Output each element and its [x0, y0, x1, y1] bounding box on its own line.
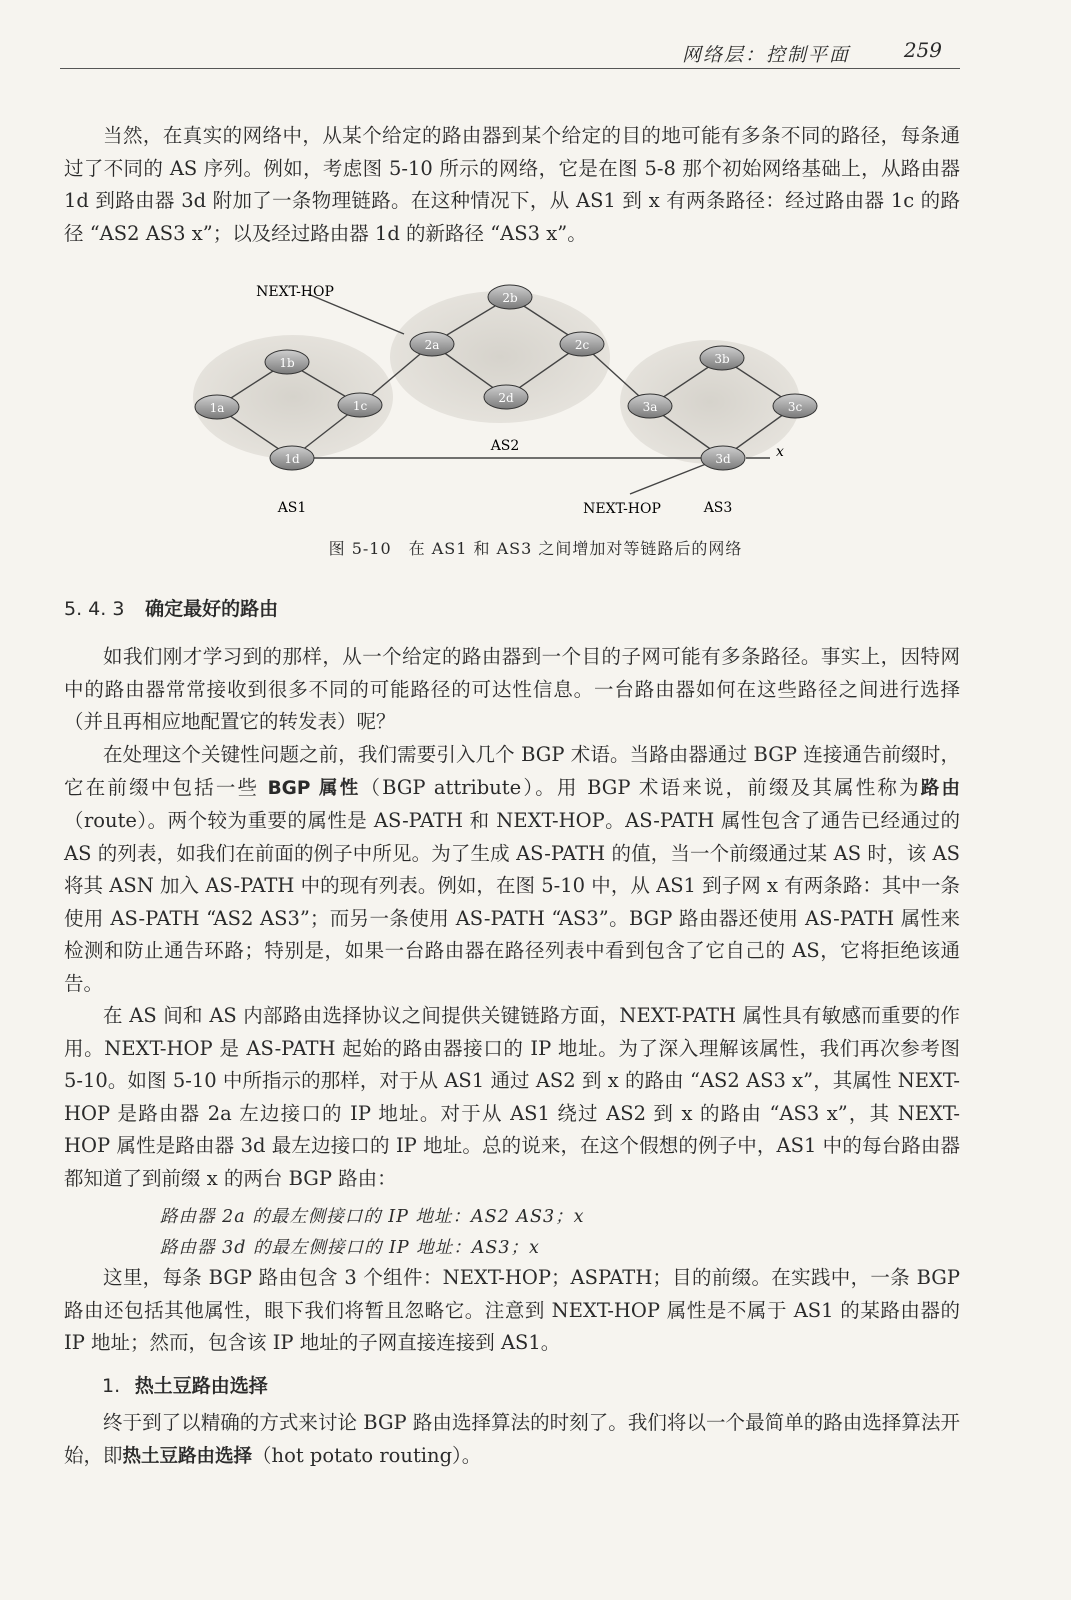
router-3b	[700, 346, 744, 370]
paragraph-hot-potato	[64, 1407, 960, 1473]
text-run: （hot potato routing）。	[252, 1443, 482, 1467]
section-title: 确定最好的路由	[145, 598, 279, 620]
svg-text:3c: 3c	[787, 400, 803, 414]
route-line: 路由器 3d 的最左侧接口的 IP 地址：AS3；x	[160, 1238, 540, 1258]
route-line: 路由器 2a 的最左侧接口的 IP 地址：AS2 AS3；x	[160, 1207, 585, 1227]
router-2b	[488, 285, 532, 309]
text-run: （route）。两个较为重要的属性是 AS-PATH 和 NEXT-HOP。AS-PATH 属性包含了通告已经通过的 AS 的列表，如我们在前面的例子中所见。为了生成 AS-PATH 的值，当一个前缀通过某 AS 时，该 AS 将其 ASN 加入 AS-PATH 中的现有列表。例如，在图 5-10 中，从 AS1 到子网 x 有两条路：其中一条使用 AS-PATH “AS2 AS3”；而另一条使用 AS-PATH “AS3”。BGP 路由器还使用 AS-PATH 属性来检测和防止通告环路；特别是，如果一台路由器在路径列表中看到包含了它自己的 AS，它将拒绝该通告。	[64, 809, 960, 995]
svg-text:2c: 2c	[574, 338, 590, 352]
text-run: 在处理这个关键性问题之前，我们需要引入几个 BGP 术语。当路由器通过 BGP 连接通告前缀时，它在前缀中包括一些	[64, 743, 960, 799]
router-1b	[265, 350, 309, 374]
router-2a	[410, 332, 454, 356]
network-figure	[170, 272, 870, 532]
svg-text:2d: 2d	[498, 391, 514, 405]
as3-label: AS3	[703, 500, 733, 516]
router-1d	[270, 446, 314, 470]
svg-text:1d: 1d	[284, 452, 300, 466]
paragraph-next-hop: 在 AS 间和 AS 内部路由选择协议之间提供关键链路方面，NEXT-PATH 属性具有敏感而重要的作用。NEXT-HOP 是 AS-PATH 起始的路由器接口的 IP 地址。为了深入理解该属性，我们再次参考图 5-10。如图 5-10 中所指示的那样，对于从 AS1 通过 AS2 到 x 的路由 “AS2 AS3 x”，其属性 NEXT-HOP 是路由器 2a 左边接口的 IP 地址。对于从 AS1 绕过 AS2 到 x 的路由 “AS3 x”，其 NEXT-HOP 属性是路由器 3d 最左边接口的 IP 地址。总的说来，在这个假想的例子中，AS1 中的每台路由器都知道了到前缀 x 的两台 BGP 路由：	[64, 1004, 960, 1190]
term-hot-potato-routing: 热土豆路由选择	[122, 1445, 253, 1467]
svg-text:1a: 1a	[209, 401, 225, 415]
router-1c	[338, 393, 382, 417]
router-2d	[484, 385, 528, 409]
next-hop-label-bottom: NEXT-HOP	[583, 501, 661, 517]
svg-text:1c: 1c	[352, 399, 368, 413]
paragraph-bgp-attributes	[64, 739, 960, 1000]
router-3a	[628, 394, 672, 418]
subsection-title: 热土豆路由选择	[134, 1375, 268, 1397]
term-route: 路由	[920, 777, 960, 799]
page-header	[60, 36, 960, 69]
paragraph-multiple-paths: 如我们刚才学习到的那样，从一个给定的路由器到一个目的子网可能有多条路径。事实上，因特网中的路由器常常接收到很多不同的可能路径的可达性信息。一台路由器如何在这些路径之间进行选择（并且再相应地配置它的转发表）呢？	[64, 645, 960, 733]
next-hop-label-top: NEXT-HOP	[256, 284, 334, 300]
subsection-heading	[102, 1371, 268, 1398]
figure-caption: 图 5-10 在 AS1 和 AS3 之间增加对等链路后的网络	[328, 539, 743, 558]
svg-text:2b: 2b	[502, 291, 518, 305]
page-number: 259	[903, 38, 942, 62]
term-bgp-attribute: BGP 属性	[267, 777, 361, 799]
svg-text:3b: 3b	[714, 352, 730, 366]
text-run: 终于到了以精确的方式来讨论 BGP 路由选择算法的时刻了。我们将以一个最简单的路由选择算法开始，即	[64, 1411, 960, 1467]
paragraph-route-components: 这里，每条 BGP 路由包含 3 个组件：NEXT-HOP；ASPATH；目的前缀。在实践中，一条 BGP 路由还包括其他属性，眼下我们将暂且忽略它。注意到 NEXT-HOP 属性是不属于 AS1 的某路由器的 IP 地址；然而，包含该 IP 地址的子网直接连接到 AS1。	[64, 1266, 960, 1354]
paragraph-intro: 当然，在真实的网络中，从某个给定的路由器到某个给定的目的地可能有多条不同的路径，每条通过了不同的 AS 序列。例如，考虑图 5-10 所示的网络，它是在图 5-8 那个初始网络基础上，从路由器 1d 到路由器 3d 附加了一条物理链路。在这种情况下，从 AS1 到 x 有两条路径：经过路由器 1c 的路径 “AS2 AS3 x”；以及经过路由器 1d 的新路径 “AS3 x”。	[64, 124, 960, 245]
router-3c	[773, 394, 817, 418]
text-run: （BGP attribute）。用 BGP 术语来说，前缀及其属性称为	[360, 775, 921, 799]
section-number: 5. 4. 3	[64, 598, 125, 620]
as1-label: AS1	[277, 500, 307, 516]
router-3d	[701, 446, 745, 470]
svg-text:2a: 2a	[424, 338, 440, 352]
x-label: x	[776, 444, 784, 460]
router-2c	[560, 332, 604, 356]
subsection-number: 1.	[102, 1375, 121, 1397]
svg-text:3a: 3a	[642, 400, 658, 414]
svg-text:1b: 1b	[279, 356, 295, 370]
section-heading	[64, 594, 278, 621]
svg-text:3d: 3d	[715, 452, 731, 466]
router-1a	[195, 395, 239, 419]
as2-label: AS2	[490, 438, 520, 454]
chapter-title: 网络层：控制平面	[681, 44, 850, 66]
